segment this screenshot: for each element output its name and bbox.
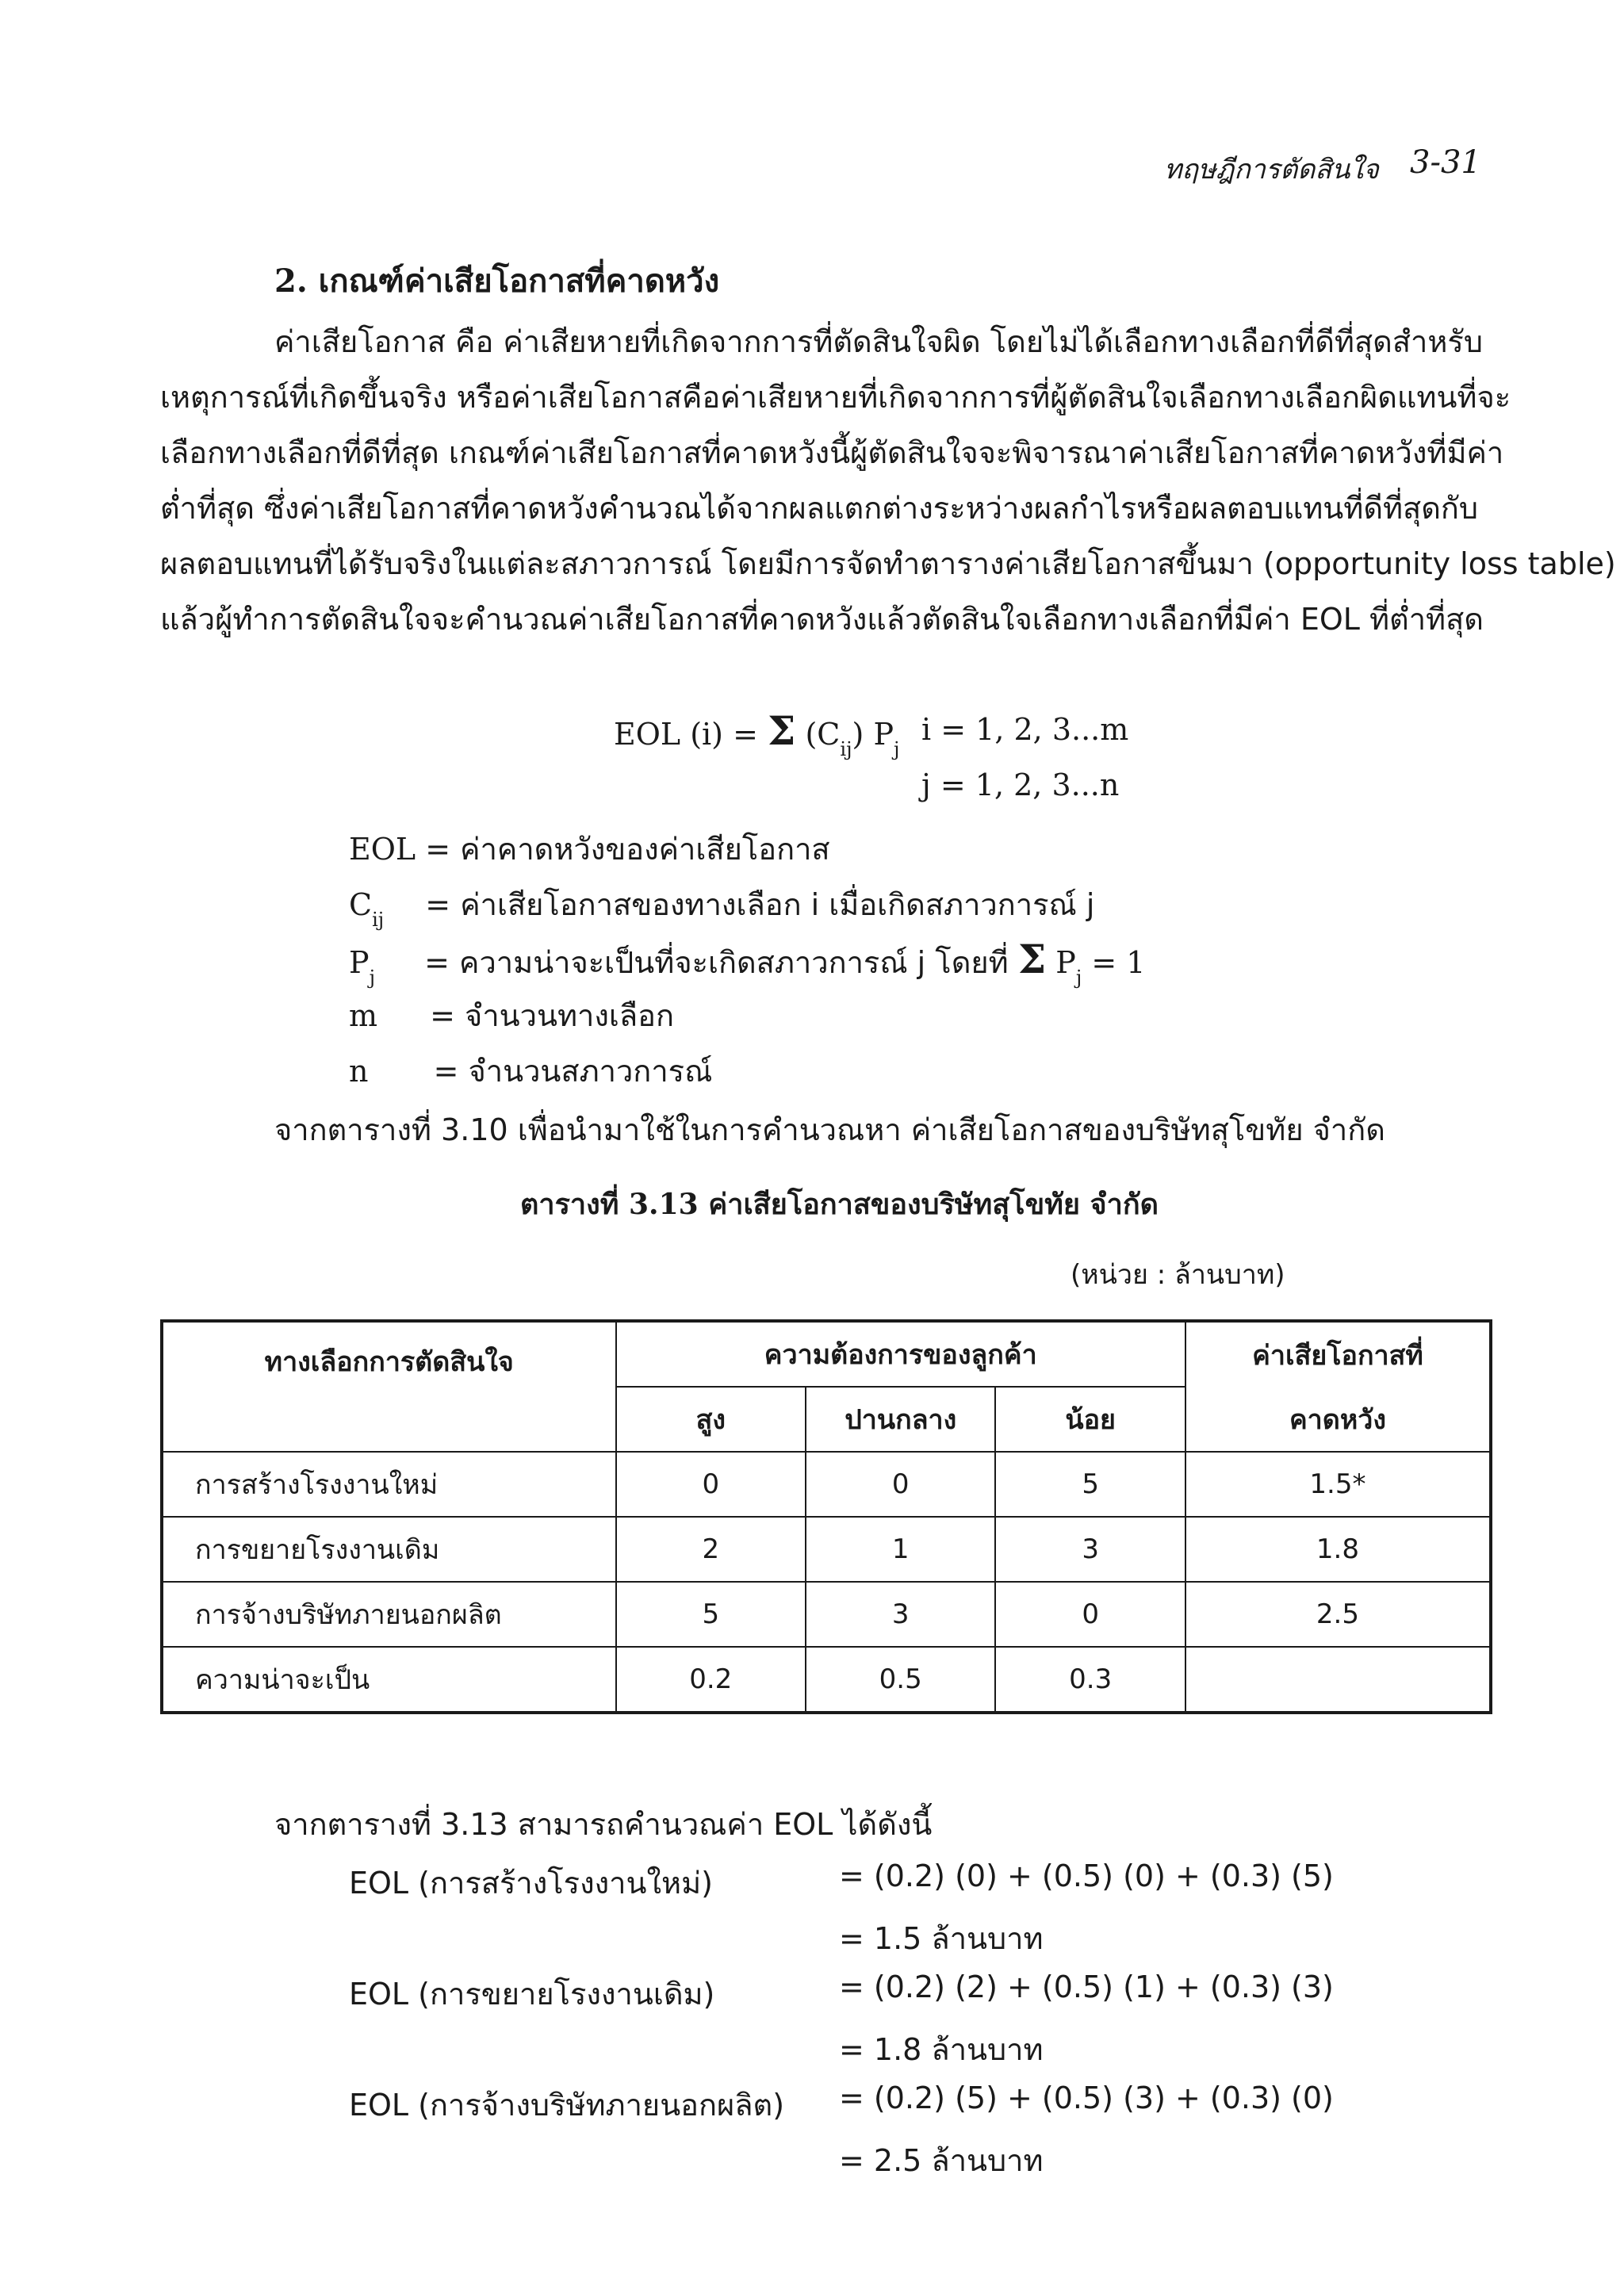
definition-n: n = จำนวนสภาวการณ์	[349, 1054, 713, 1089]
formula-p: P	[873, 717, 894, 752]
formula-c: (C	[805, 717, 841, 752]
header-high: สูง	[616, 1387, 806, 1452]
paragraph-line: ผลตอบแทนที่ได้รับจริงในแต่ละสภาวการณ์ โดยมีการจัดทำตารางค่าเสียโอกาสขึ้นมา (opportunity loss table)	[160, 546, 1616, 581]
paragraph-line: เหตุการณ์ที่เกิดขึ้นจริง หรือค่าเสียโอกาสคือค่าเสียหายที่เกิดจากการที่ผู้ตัดสินใจเลือกทางเลือกผิดแทนที่จะ	[160, 380, 1511, 415]
calc-label: EOL (การขยายโรงงานเดิม)	[349, 1977, 715, 2012]
header-low: น้อย	[995, 1387, 1185, 1452]
definition-eol: EOL = ค่าคาดหวังของค่าเสียโอกาส	[349, 832, 830, 867]
formula-lhs: EOL (i) =	[614, 717, 758, 752]
section-heading: 2. เกณฑ์ค่าเสียโอกาสที่คาดหวัง	[274, 262, 720, 300]
paragraph-line: ค่าเสียโอกาส คือ ค่าเสียหายที่เกิดจากการที่ตัดสินใจผิด โดยไม่ได้เลือกทางเลือกที่ดีที่สุดสำหรับ	[274, 324, 1483, 359]
calc-expression: = (0.2) (0) + (0.5) (0) + (0.3) (5)	[839, 1859, 1334, 1893]
unit-note: (หน่วย : ล้านบาท)	[1071, 1259, 1285, 1291]
eol-formula: EOL (i) = Σ $(C_{ij})$ $P_j$	[614, 707, 900, 760]
calc-result: = 1.5 ล้านบาท	[839, 1921, 1044, 1956]
calc-result: = 1.8 ล้านบาท	[839, 2032, 1044, 2067]
paragraph-line: เลือกทางเลือกที่ดีที่สุด เกณฑ์ค่าเสียโอกาสที่คาดหวังนี้ผู้ตัดสินใจจะพิจารณาค่าเสียโอกาสที่คาดหวังที่มีค่า	[160, 435, 1504, 470]
paragraph-line: ต่ำที่สุด ซึ่งค่าเสียโอกาสที่คาดหวังคำนวณได้จากผลแตกต่างระหว่างผลกำไรหรือผลตอบแทนที่ดีที่สุดกับ	[160, 491, 1479, 526]
table-caption: ตารางที่ 3.13 ค่าเสียโอกาสของบริษัทสุโขทัย จำกัด	[520, 1188, 1159, 1221]
page-number: 3-31	[1410, 144, 1481, 181]
running-header-title: ทฤษฎีการตัดสินใจ	[1164, 154, 1379, 186]
table-intro: จากตารางที่ 3.10 เพื่อนำมาใช้ในการคำนวณหา ค่าเสียโอกาสของบริษัทสุโขทัย จำกัด	[274, 1112, 1385, 1147]
calc-label: EOL (การจ้างบริษัทภายนอกผลิต)	[349, 2088, 785, 2123]
calc-expression: = (0.2) (5) + (0.5) (3) + (0.3) (0)	[839, 2081, 1334, 2115]
table-row: การจ้างบริษัทภายนอกผลิต 5 3 0 2.5	[162, 1582, 1491, 1647]
sigma-symbol: Σ	[1017, 936, 1047, 982]
calc-intro: จากตารางที่ 3.13 สามารถคำนวณค่า EOL ได้ดังนี้	[274, 1807, 933, 1842]
header-demand: ความต้องการของลูกค้า	[616, 1321, 1185, 1387]
calc-result: = 2.5 ล้านบาท	[839, 2143, 1044, 2178]
definition-m: m = จำนวนทางเลือก	[349, 998, 674, 1033]
table-row: ความน่าจะเป็น 0.2 0.5 0.3	[162, 1647, 1491, 1713]
table-row: การขยายโรงงานเดิม 2 1 3 1.8	[162, 1517, 1491, 1582]
calc-expression: = (0.2) (2) + (0.5) (1) + (0.3) (3)	[839, 1970, 1334, 2004]
table-row: การสร้างโรงงานใหม่ 0 0 5 1.5*	[162, 1452, 1491, 1517]
formula-i-range: i = 1, 2, 3...m	[921, 712, 1129, 747]
calc-label: EOL (การสร้างโรงงานใหม่)	[349, 1866, 713, 1901]
header-eol-2: คาดหวัง	[1185, 1387, 1491, 1452]
header-eol-1: ค่าเสียโอกาสที่	[1185, 1321, 1491, 1387]
definition-cij: $C_{ij}$ = ค่าเสียโอกาสของทางเลือก i เมื่อเกิดสภาวการณ์ j	[349, 887, 1095, 931]
sigma-symbol: Σ	[768, 707, 796, 754]
formula-j-range: j = 1, 2, 3...n	[921, 768, 1120, 802]
header-medium: ปานกลาง	[806, 1387, 996, 1452]
definition-pj: $P_j$ = ความน่าจะเป็นที่จะเกิดสภาวการณ์ j โดยที่ Σ $P_j = 1$	[349, 936, 1146, 989]
header-alternative: ทางเลือกการตัดสินใจ	[162, 1321, 616, 1452]
opportunity-loss-table	[160, 1319, 1492, 1714]
paragraph-line: แล้วผู้ทำการตัดสินใจจะคำนวณค่าเสียโอกาสที่คาดหวังแล้วตัดสินใจเลือกทางเลือกที่มีค่า EOL ที่ต่ำที่สุด	[160, 602, 1484, 637]
